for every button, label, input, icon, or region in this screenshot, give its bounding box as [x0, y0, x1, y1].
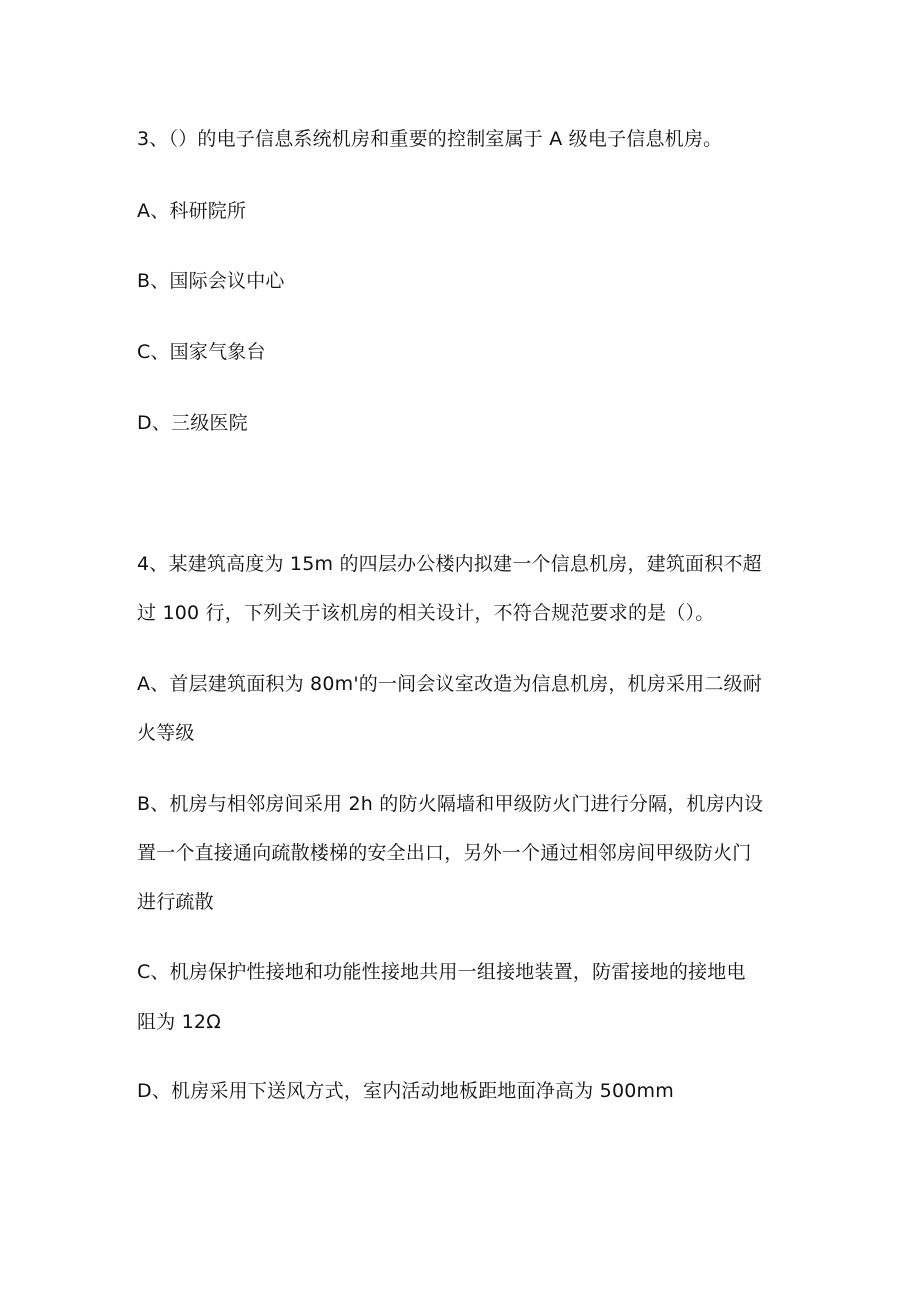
q4-stem-line-1: 4、某建筑高度为 15m 的四层办公楼内拟建一个信息机房，建筑面积不超: [137, 553, 762, 575]
q3-option-a: A、科研院所: [137, 200, 247, 222]
q3-option-c: C、国家气象台: [137, 341, 266, 363]
q4-option-b-line-3: 进行疏散: [137, 891, 214, 913]
q4-option-b-line-2: 置一个直接通向疏散楼梯的安全出口，另外一个通过相邻房间甲级防火门: [137, 842, 752, 864]
q4-option-a-line-2: 火等级: [137, 722, 195, 744]
q4-stem-line-2: 过 100 行，下列关于该机房的相关设计，不符合规范要求的是（）。: [137, 602, 715, 624]
q4-option-d: D、机房采用下送风方式，室内活动地板距地面净高为 500mm: [137, 1080, 674, 1102]
q3-option-d: D、三级医院: [137, 412, 248, 434]
q4-option-c-line-2: 阻为 12Ω: [137, 1011, 221, 1033]
q4-option-b-line-1: B、机房与相邻房间采用 2h 的防火隔墙和甲级防火门进行分隔，机房内设: [137, 793, 764, 815]
q3-stem: 3、（）的电子信息系统机房和重要的控制室属于 A 级电子信息机房。: [137, 128, 723, 150]
q4-option-c-line-1: C、机房保护性接地和功能性接地共用一组接地装置，防雷接地的接地电: [137, 961, 746, 983]
q4-option-a-line-1: A、首层建筑面积为 80m'的一间会议室改造为信息机房，机房采用二级耐: [137, 673, 762, 695]
q3-option-b: B、国际会议中心: [137, 270, 285, 292]
